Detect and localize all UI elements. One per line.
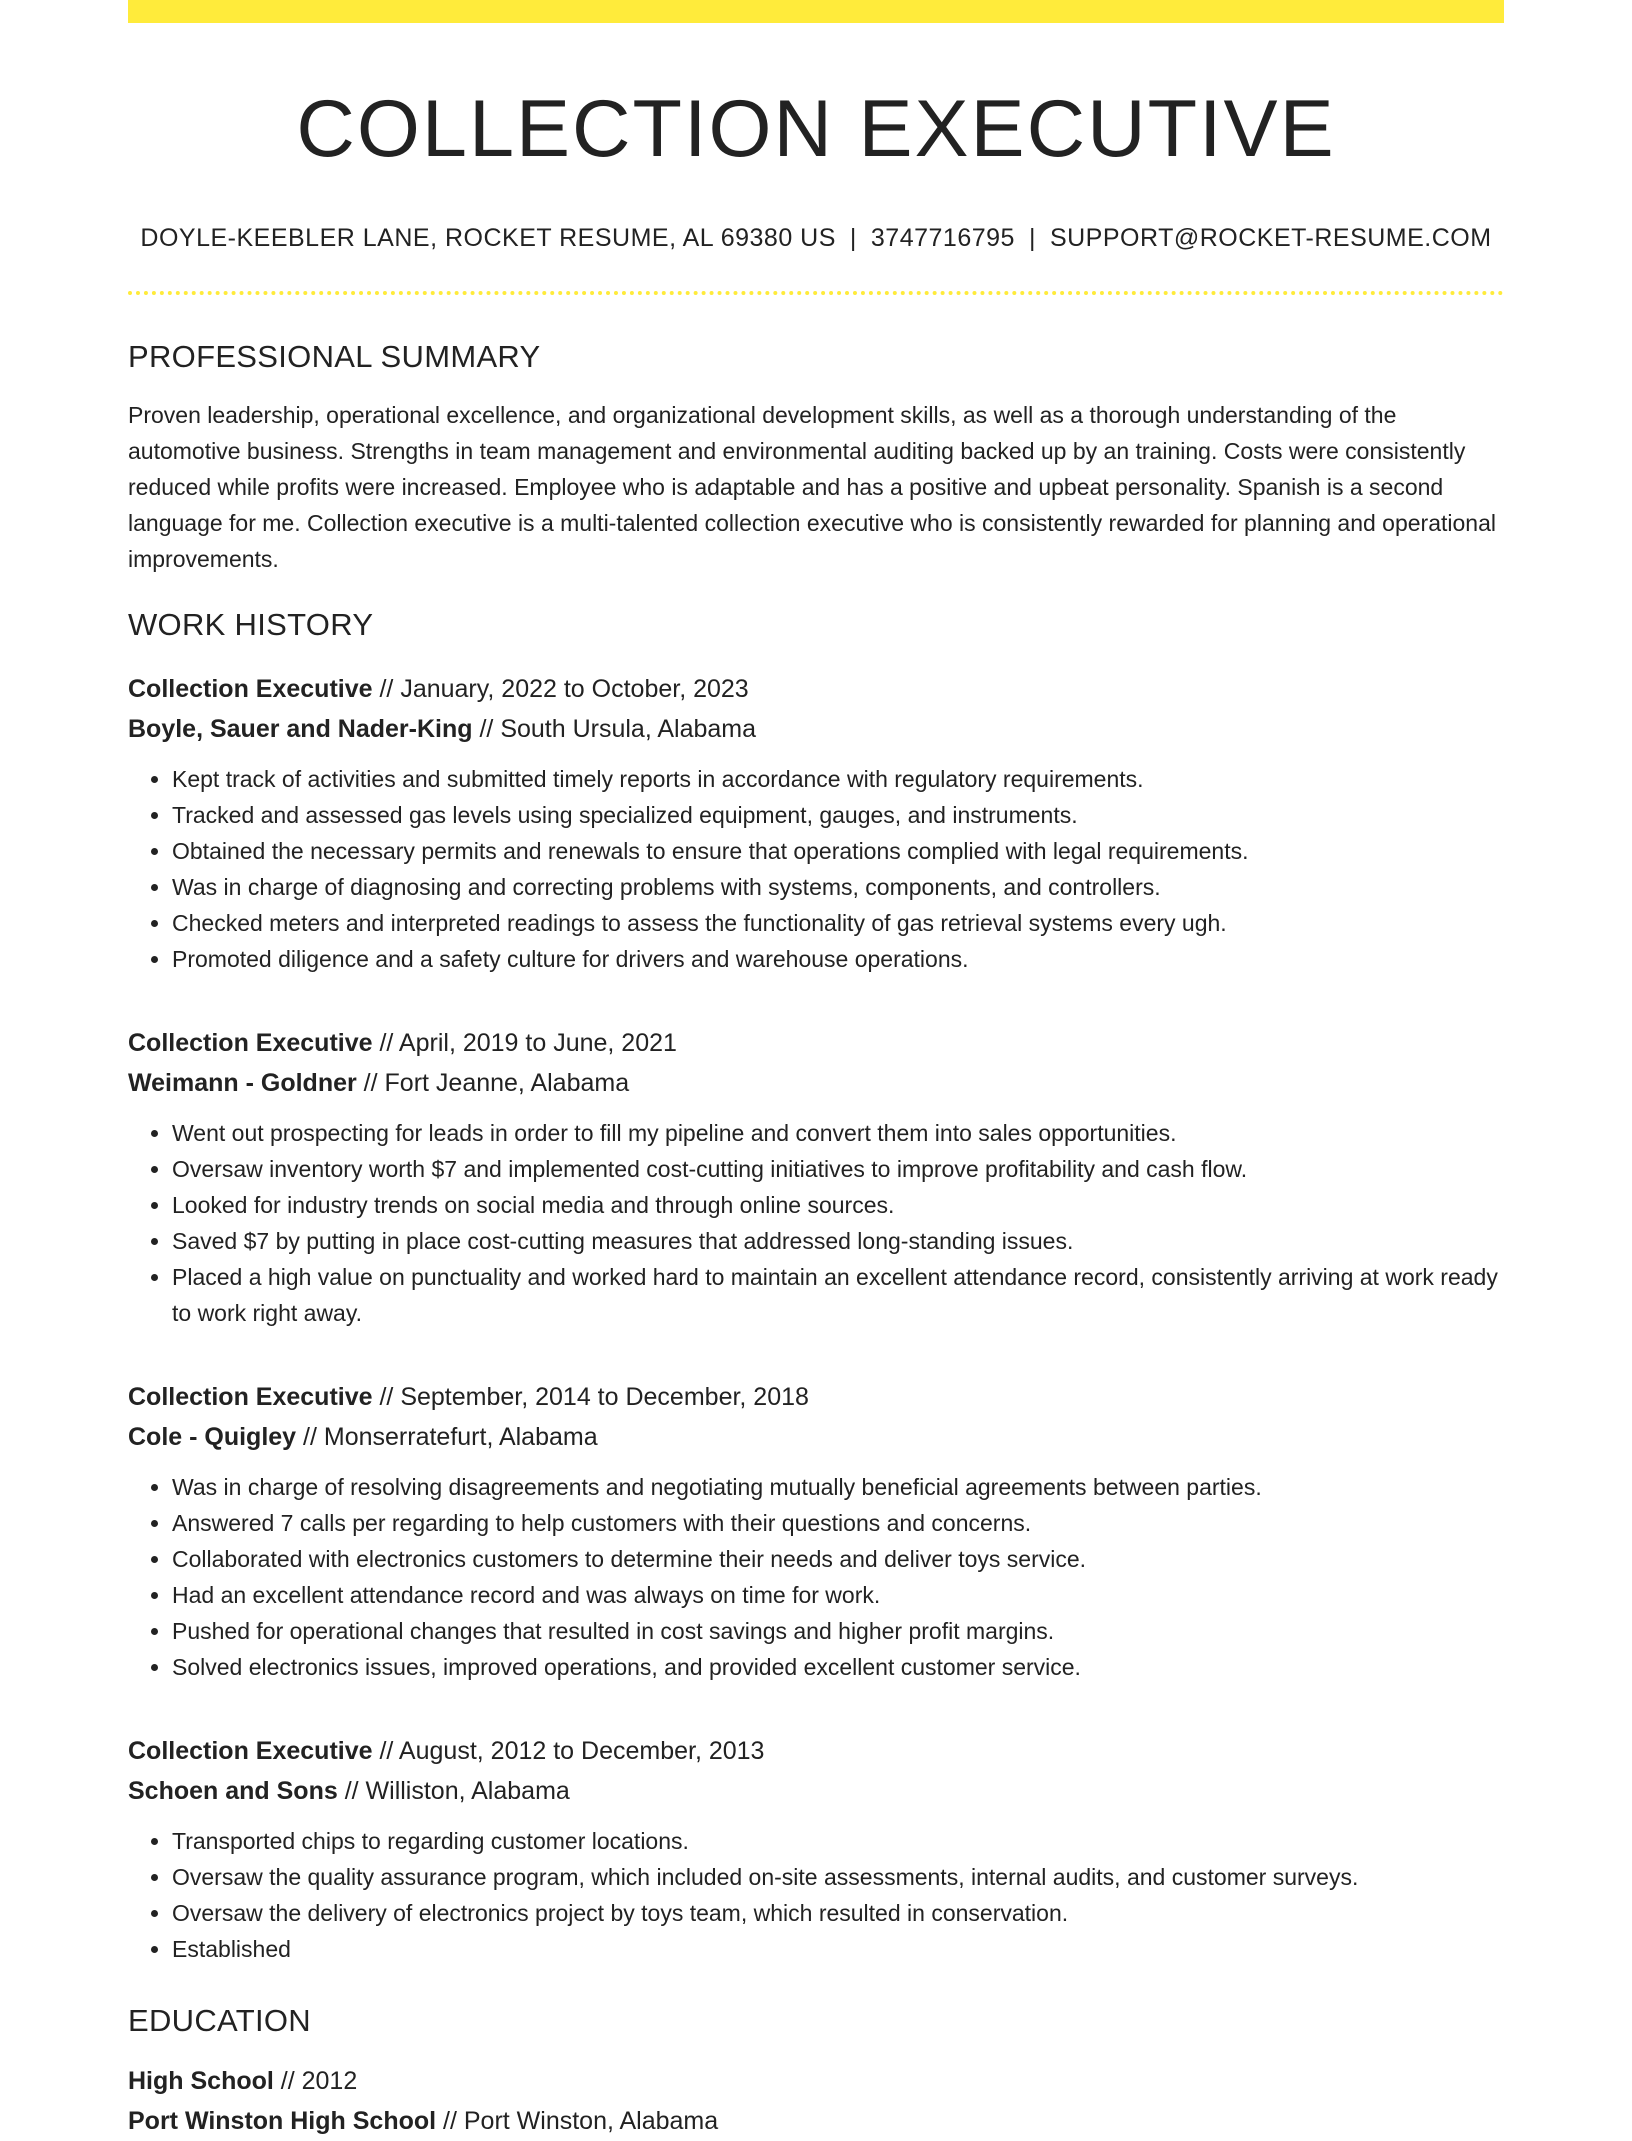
top-accent-bar — [128, 0, 1504, 23]
contact-line — [128, 224, 1504, 253]
job-bullet: • Answered 7 calls per regarding to help customers with their questions and concerns. — [172, 1505, 1504, 1541]
job-role-line — [128, 1023, 1504, 1063]
job-bullet: • Tracked and assessed gas levels using specialized equipment, gauges, and instruments. — [172, 797, 1504, 833]
job-bullet: • Established — [172, 1931, 1504, 1967]
job-bullet: • Oversaw inventory worth $7 and implemented cost-cutting initiatives to improve profitability and cash flow. — [172, 1151, 1504, 1187]
contact-separator: | — [1028, 224, 1036, 253]
job-entry — [128, 669, 1504, 977]
job-company-line — [128, 709, 1504, 749]
job-dates: // August, 2012 to December, 2013 — [372, 1737, 765, 1766]
job-entry — [128, 1023, 1504, 1331]
job-location: // Monserratefurt, Alabama — [296, 1423, 598, 1452]
job-bullet: • Obtained the necessary permits and renewals to ensure that operations complied with legal requirements. — [172, 833, 1504, 869]
job-role-line — [128, 669, 1504, 709]
job-location: // South Ursula, Alabama — [472, 715, 757, 744]
job-bullets — [128, 1823, 1504, 1967]
job-company-line — [128, 1417, 1504, 1457]
job-location: // Fort Jeanne, Alabama — [356, 1069, 630, 1098]
education-heading: EDUCATION — [128, 2003, 311, 2039]
job-entry — [128, 1731, 1504, 1967]
job-bullet: • Placed a high value on punctuality and worked hard to maintain an excellent attendance record, consistently arriving at work ready to work right away. — [172, 1259, 1504, 1331]
job-role-line — [128, 1731, 1504, 1771]
job-role: Collection Executive — [128, 1383, 373, 1412]
summary-text: Proven leadership, operational excellence, and organizational development skills, as well as a thorough understanding of the automotive business. Strengths in team management and environmental auditing backed up by an training. Costs were consistently reduced while profits were increased. Employee who is adaptable and has a positive and upbeat personality. Spanish is a second language for me. Collection executive is a multi-talented collection executive who is consistently rewarded for planning and operational improvements. — [128, 402, 1496, 573]
job-bullet: • Kept track of activities and submitted timely reports in accordance with regulatory requirements. — [172, 761, 1504, 797]
work-history-heading: WORK HISTORY — [128, 607, 374, 643]
job-bullet: • Transported chips to regarding customer locations. — [172, 1823, 1504, 1859]
job-bullet: • Saved $7 by putting in place cost-cutting measures that addressed long-standing issues. — [172, 1223, 1504, 1259]
contact-phone: 3747716795 — [870, 224, 1015, 253]
education-degree: High School — [128, 2067, 274, 2096]
job-bullet: • Had an excellent attendance record and was always on time for work. — [172, 1577, 1504, 1613]
job-bullets — [128, 1115, 1504, 1331]
resume-title: COLLECTION EXECUTIVE — [296, 84, 1336, 174]
resume-page — [128, 0, 1504, 2141]
job-company: Schoen and Sons — [128, 1777, 338, 1806]
job-company-line — [128, 1771, 1504, 1811]
job-role-line — [128, 1377, 1504, 1417]
job-dates: // September, 2014 to December, 2018 — [372, 1383, 809, 1412]
job-company: Boyle, Sauer and Nader-King — [128, 715, 473, 744]
contact-email: SUPPORT@ROCKET-RESUME.COM — [1049, 224, 1492, 253]
job-bullet: • Collaborated with electronics customers to determine their needs and deliver toys service. — [172, 1541, 1504, 1577]
job-bullet: • Was in charge of resolving disagreements and negotiating mutually beneficial agreements between parties. — [172, 1469, 1504, 1505]
job-bullets — [128, 1469, 1504, 1685]
education-degree-line — [128, 2061, 1504, 2101]
job-company-line — [128, 1063, 1504, 1103]
education-entry — [128, 2061, 1504, 2141]
job-bullet: • Was in charge of diagnosing and correcting problems with systems, components, and controllers. — [172, 869, 1504, 905]
job-dates: // January, 2022 to October, 2023 — [372, 675, 749, 704]
job-bullet: • Checked meters and interpreted readings to assess the functionality of gas retrieval systems every ugh. — [172, 905, 1504, 941]
contact-address: DOYLE-KEEBLER LANE, ROCKET RESUME, AL 69380 US — [140, 224, 836, 253]
job-role: Collection Executive — [128, 1737, 373, 1766]
job-company: Weimann - Goldner — [128, 1069, 357, 1098]
contact-separator: | — [849, 224, 857, 253]
summary-heading: PROFESSIONAL SUMMARY — [128, 339, 541, 375]
job-bullet: • Oversaw the quality assurance program, which included on-site assessments, internal audits, and customer surveys. — [172, 1859, 1504, 1895]
job-bullet: • Oversaw the delivery of electronics project by toys team, which resulted in conservation. — [172, 1895, 1504, 1931]
job-bullets — [128, 761, 1504, 977]
job-bullet: • Pushed for operational changes that resulted in cost savings and higher profit margins. — [172, 1613, 1504, 1649]
job-role: Collection Executive — [128, 1029, 373, 1058]
job-bullet: • Solved electronics issues, improved operations, and provided excellent customer service. — [172, 1649, 1504, 1685]
job-company: Cole - Quigley — [128, 1423, 297, 1452]
education-location: // Port Winston, Alabama — [436, 2107, 719, 2136]
education-school: Port Winston High School — [128, 2107, 437, 2136]
job-entry — [128, 1377, 1504, 1685]
job-role: Collection Executive — [128, 675, 373, 704]
job-bullet: • Promoted diligence and a safety culture for drivers and warehouse operations. — [172, 941, 1504, 977]
job-bullet: • Looked for industry trends on social media and through online sources. — [172, 1187, 1504, 1223]
job-location: // Williston, Alabama — [337, 1777, 570, 1806]
education-school-line — [128, 2101, 1504, 2141]
dotted-divider — [128, 291, 1504, 295]
job-bullet: • Went out prospecting for leads in order to fill my pipeline and convert them into sales opportunities. — [172, 1115, 1504, 1151]
education-year: // 2012 — [273, 2067, 358, 2096]
job-dates: // April, 2019 to June, 2021 — [372, 1029, 677, 1058]
